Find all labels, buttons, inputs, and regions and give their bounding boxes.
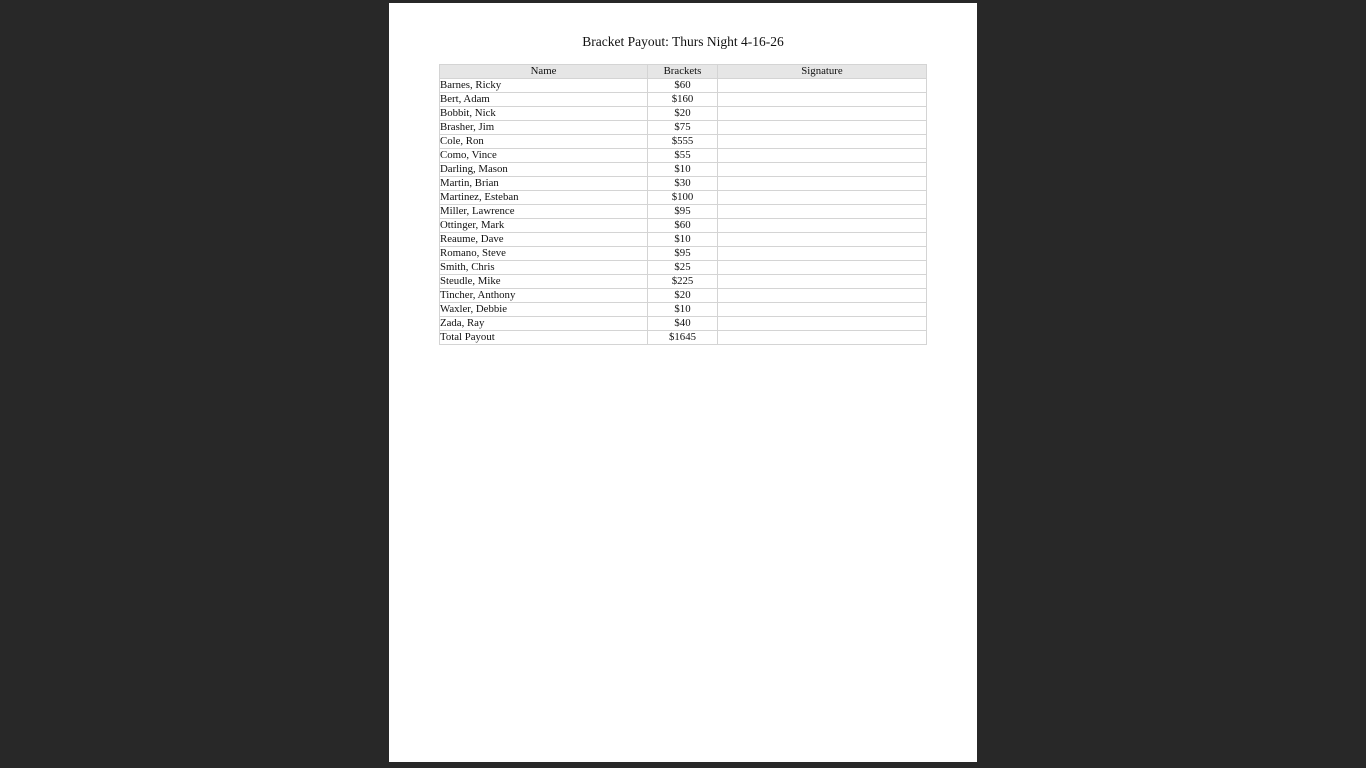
brackets-cell: $60 [648, 79, 718, 93]
column-header-name: Name [440, 65, 648, 79]
document-title: Bracket Payout: Thurs Night 4-16-26 [582, 34, 784, 49]
signature-cell [718, 135, 927, 149]
signature-cell [718, 149, 927, 163]
table-row [440, 121, 927, 135]
brackets-cell: $20 [648, 107, 718, 121]
brackets-cell: $55 [648, 149, 718, 163]
name-cell: Tincher, Anthony [440, 289, 648, 303]
name-cell: Como, Vince [440, 149, 648, 163]
name-cell: Cole, Ron [440, 135, 648, 149]
column-header-brackets: Brackets [648, 65, 718, 79]
brackets-cell: $75 [648, 121, 718, 135]
table-row [440, 93, 927, 107]
brackets-cell: $20 [648, 289, 718, 303]
brackets-cell: $555 [648, 135, 718, 149]
total-label: Total Payout [440, 331, 648, 345]
total-signature-cell [718, 331, 927, 345]
name-cell: Smith, Chris [440, 261, 648, 275]
table-row [440, 79, 927, 93]
signature-cell [718, 93, 927, 107]
name-cell: Reaume, Dave [440, 233, 648, 247]
name-cell: Zada, Ray [440, 317, 648, 331]
signature-cell [718, 163, 927, 177]
brackets-cell: $25 [648, 261, 718, 275]
document-page [389, 3, 977, 762]
table-row [440, 219, 927, 233]
signature-cell [718, 261, 927, 275]
name-cell: Martin, Brian [440, 177, 648, 191]
signature-cell [718, 303, 927, 317]
name-cell: Darling, Mason [440, 163, 648, 177]
total-amount: $1645 [648, 331, 718, 345]
total-row [440, 331, 927, 345]
signature-cell [718, 177, 927, 191]
name-cell: Steudle, Mike [440, 275, 648, 289]
table-row [440, 247, 927, 261]
brackets-cell: $10 [648, 163, 718, 177]
signature-cell [718, 219, 927, 233]
table-row [440, 149, 927, 163]
brackets-cell: $225 [648, 275, 718, 289]
brackets-cell: $60 [648, 219, 718, 233]
table-row [440, 177, 927, 191]
name-cell: Miller, Lawrence [440, 205, 648, 219]
brackets-cell: $40 [648, 317, 718, 331]
table-row [440, 135, 927, 149]
table-row [440, 163, 927, 177]
name-cell: Romano, Steve [440, 247, 648, 261]
name-cell: Bobbit, Nick [440, 107, 648, 121]
signature-cell [718, 275, 927, 289]
table-body [440, 79, 927, 345]
brackets-cell: $10 [648, 233, 718, 247]
brackets-cell: $30 [648, 177, 718, 191]
name-cell: Martinez, Esteban [440, 191, 648, 205]
name-cell: Ottinger, Mark [440, 219, 648, 233]
name-cell: Waxler, Debbie [440, 303, 648, 317]
brackets-cell: $95 [648, 247, 718, 261]
signature-cell [718, 107, 927, 121]
payout-table [439, 64, 927, 345]
table-row [440, 205, 927, 219]
signature-cell [718, 247, 927, 261]
brackets-cell: $100 [648, 191, 718, 205]
signature-cell [718, 121, 927, 135]
brackets-cell: $160 [648, 93, 718, 107]
table-row [440, 191, 927, 205]
table-row [440, 275, 927, 289]
brackets-cell: $10 [648, 303, 718, 317]
table-row [440, 233, 927, 247]
signature-cell [718, 79, 927, 93]
table-row [440, 261, 927, 275]
signature-cell [718, 205, 927, 219]
name-cell: Brasher, Jim [440, 121, 648, 135]
signature-cell [718, 233, 927, 247]
signature-cell [718, 317, 927, 331]
name-cell: Bert, Adam [440, 93, 648, 107]
table-row [440, 289, 927, 303]
signature-cell [718, 191, 927, 205]
brackets-cell: $95 [648, 205, 718, 219]
column-header-signature: Signature [718, 65, 927, 79]
table-header-row [440, 65, 927, 79]
table-row [440, 303, 927, 317]
name-cell: Barnes, Ricky [440, 79, 648, 93]
table-row [440, 317, 927, 331]
table-row [440, 107, 927, 121]
signature-cell [718, 289, 927, 303]
